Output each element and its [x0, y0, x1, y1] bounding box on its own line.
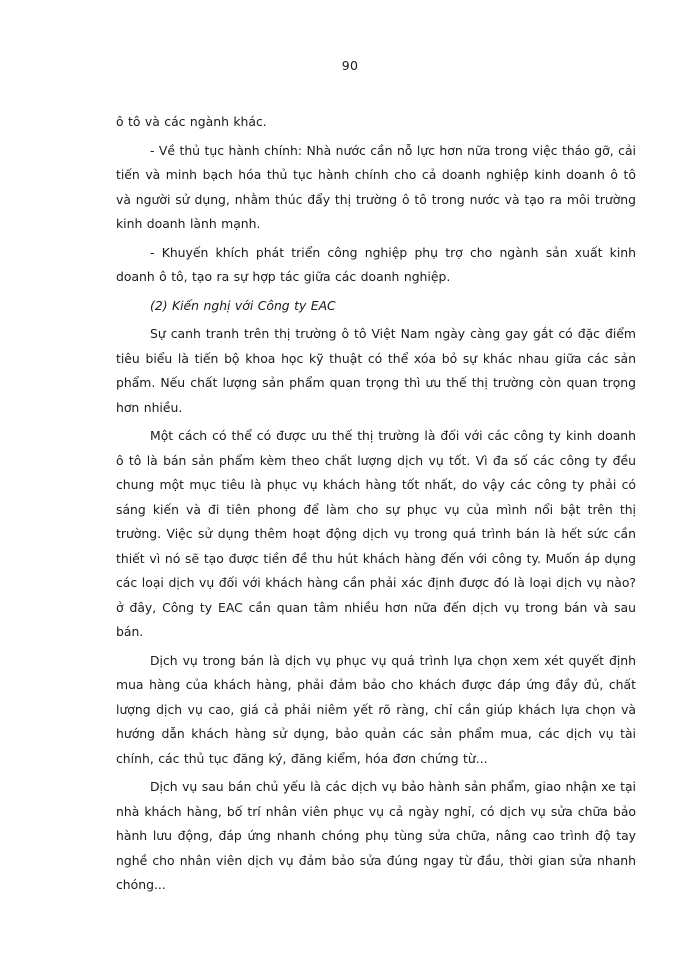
paragraph-market-advantage: Một cách có thể có được ưu thế thị trường là đối với các công ty kinh doanh ô tô là bán sản phẩm kèm theo chất lượng dịch vụ tốt. Vì đa số các công ty đều chung một mục tiêu là phục vụ khách hàng tốt nhất, do vậy các công ty phải có sáng kiến và đi tiên phong để làm cho sự phục vụ của mình nổi bật trên thị trường. Việc sử dụng thêm hoạt động dịch vụ trong quá trình bán là hết sức cần thiết vì nó sẽ tạo được tiền đề thu hút khách hàng đến với công ty. Muốn áp dụng các loại dịch vụ đối với khách hàng cần phải xác định được đó là loại dịch vụ nào? ở đây, Công ty EAC cần quan tâm nhiều hơn nữa đến dịch vụ trong bán và sau bán.	[116, 428, 636, 639]
paragraph-supporting-industry: - Khuyến khích phát triển công nghiệp phụ trợ cho ngành sản xuất kinh doanh ô tô, tạo ra sự hợp tác giữa các doanh nghiệp.	[116, 244, 636, 284]
paragraph-competition: Sự canh tranh trên thị trường ô tô Việt Nam ngày càng gay gắt có đặc điểm tiêu biểu là tiến bộ khoa học kỹ thuật có thể xóa bỏ sự khác nhau giữa các sản phẩm. Nếu chất lượng sản phẩm quan trọng thì ưu thế thị trường còn quan trọng hơn nhiều.	[116, 326, 636, 415]
page-number: 90	[341, 58, 359, 73]
paragraph-in-sale-service: Dịch vụ trong bán là dịch vụ phục vụ quá trình lựa chọn xem xét quyết định mua hàng của khách hàng, phải đảm bảo cho khách được đáp ứng đầy đủ, chất lượng dịch vụ cao, giá cả phải niêm yết rõ ràng, chỉ cần giúp khách lựa chọn và hướng dẫn khách hàng sử dụng, bảo quản các sản phẩm mua, các dịch vụ tài chính, các thủ tục đăng ký, đăng kiểm, hóa đơn chứng từ...	[116, 652, 636, 766]
document-body	[116, 110, 636, 898]
paragraph-administrative-procedures: - Về thủ tục hành chính: Nhà nước cần nỗ lực hơn nữa trong việc tháo gỡ, cải tiến và minh bạch hóa thủ tục hành chính cho cả doanh nghiệp kinh doanh ô tô và người sử dụng, nhằm thúc đẩy thị trường ô tô trong nước và tạo ra môi trường kinh doanh lành mạnh.	[116, 142, 636, 231]
section-heading: (2) Kiến nghị với Công ty EAC	[150, 297, 336, 313]
paragraph-after-sale-service: Dịch vụ sau bán chủ yếu là các dịch vụ bảo hành sản phẩm, giao nhận xe tại nhà khách hàng, bố trí nhân viên phục vụ cả ngày nghỉ, có dịch vụ sửa chữa bảo hành lưu động, đáp ứng nhanh chóng phụ tùng sửa chữa, nâng cao trình độ tay nghề cho nhân viên dịch vụ đảm bảo sửa đúng ngay từ đầu, thời gian sửa nhanh chóng...	[116, 779, 636, 892]
paragraph-continuation: ô tô và các ngành khác.	[116, 114, 267, 129]
